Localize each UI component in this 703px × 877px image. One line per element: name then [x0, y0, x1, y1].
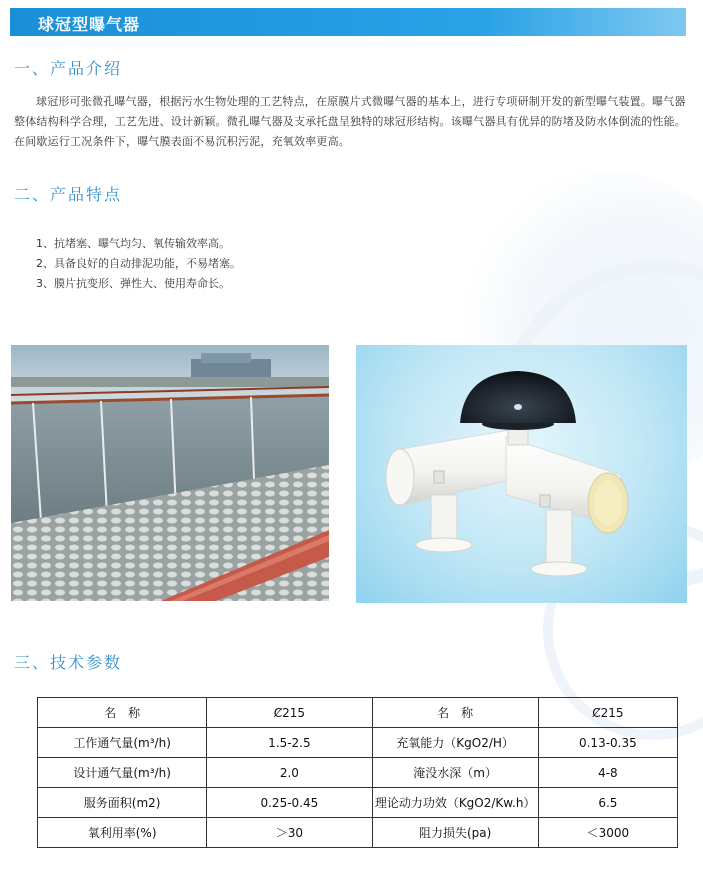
page-title: 球冠型曝气器 [38, 15, 141, 34]
table-cell: 设计通气量(m³/h) [38, 758, 207, 788]
specifications-table [37, 697, 678, 848]
table-cell: 理论动力功效（KgO2/Kw.h） [372, 788, 538, 818]
table-cell: 6.5 [538, 788, 677, 818]
table-row [38, 788, 678, 818]
table-cell: 2.0 [207, 758, 372, 788]
table-cell: 0.13-0.35 [538, 728, 677, 758]
table-cell: 名 称 [372, 698, 538, 728]
table-cell: 1.5-2.5 [207, 728, 372, 758]
section-heading-features: 二、产品特点 [14, 185, 123, 204]
title-bar [10, 8, 686, 36]
intro-paragraph: 球冠形可张微孔曝气器，根据污水生物处理的工艺特点，在原膜片式微曝气器的基本上，进行专项研制开发的新型曝气装置。曝气器整体结构科学合理，工艺先进、设计新颖。微孔曝气器及支承托盘呈独特的球冠形结构。该曝气器具有优异的防堵及防水体倒流的性能。在间歇运行工况条件下，曝气膜表面不易沉积污泥，充氧效率更高。 [14, 95, 686, 148]
table-cell: 服务面积(m2) [38, 788, 207, 818]
table-cell: 0.25-0.45 [207, 788, 372, 818]
table-row [38, 728, 678, 758]
feature-item: 1、抗堵塞、曝气均匀、氧传输效率高。 [36, 237, 230, 250]
section-heading-specs: 三、技术参数 [14, 653, 123, 672]
feature-item: 3、膜片抗变形、弹性大、使用寿命长。 [36, 277, 230, 290]
diffuser-photo [356, 345, 687, 603]
table-row [38, 758, 678, 788]
tank-illustration [11, 345, 329, 601]
table-cell: 淹没水深（m） [372, 758, 538, 788]
table-cell: ＜3000 [538, 818, 677, 848]
table-row [38, 698, 678, 728]
tank-photo [11, 345, 329, 601]
table-cell: Ȼ215 [538, 698, 677, 728]
table-cell: 阻力损失(pa) [372, 818, 538, 848]
table-cell: 名 称 [38, 698, 207, 728]
feature-item: 2、具备良好的自动排泥功能，不易堵塞。 [36, 257, 241, 270]
table-cell: ＞30 [207, 818, 372, 848]
table-cell: Ȼ215 [207, 698, 372, 728]
table-cell: 氧利用率(%) [38, 818, 207, 848]
features-list [36, 234, 241, 294]
table-row [38, 818, 678, 848]
table-cell: 工作通气量(m³/h) [38, 728, 207, 758]
section-heading-intro: 一、产品介绍 [14, 59, 123, 78]
diffuser-illustration [356, 345, 687, 603]
table-cell: 4-8 [538, 758, 677, 788]
table-cell: 充氧能力（KgO2/H） [372, 728, 538, 758]
